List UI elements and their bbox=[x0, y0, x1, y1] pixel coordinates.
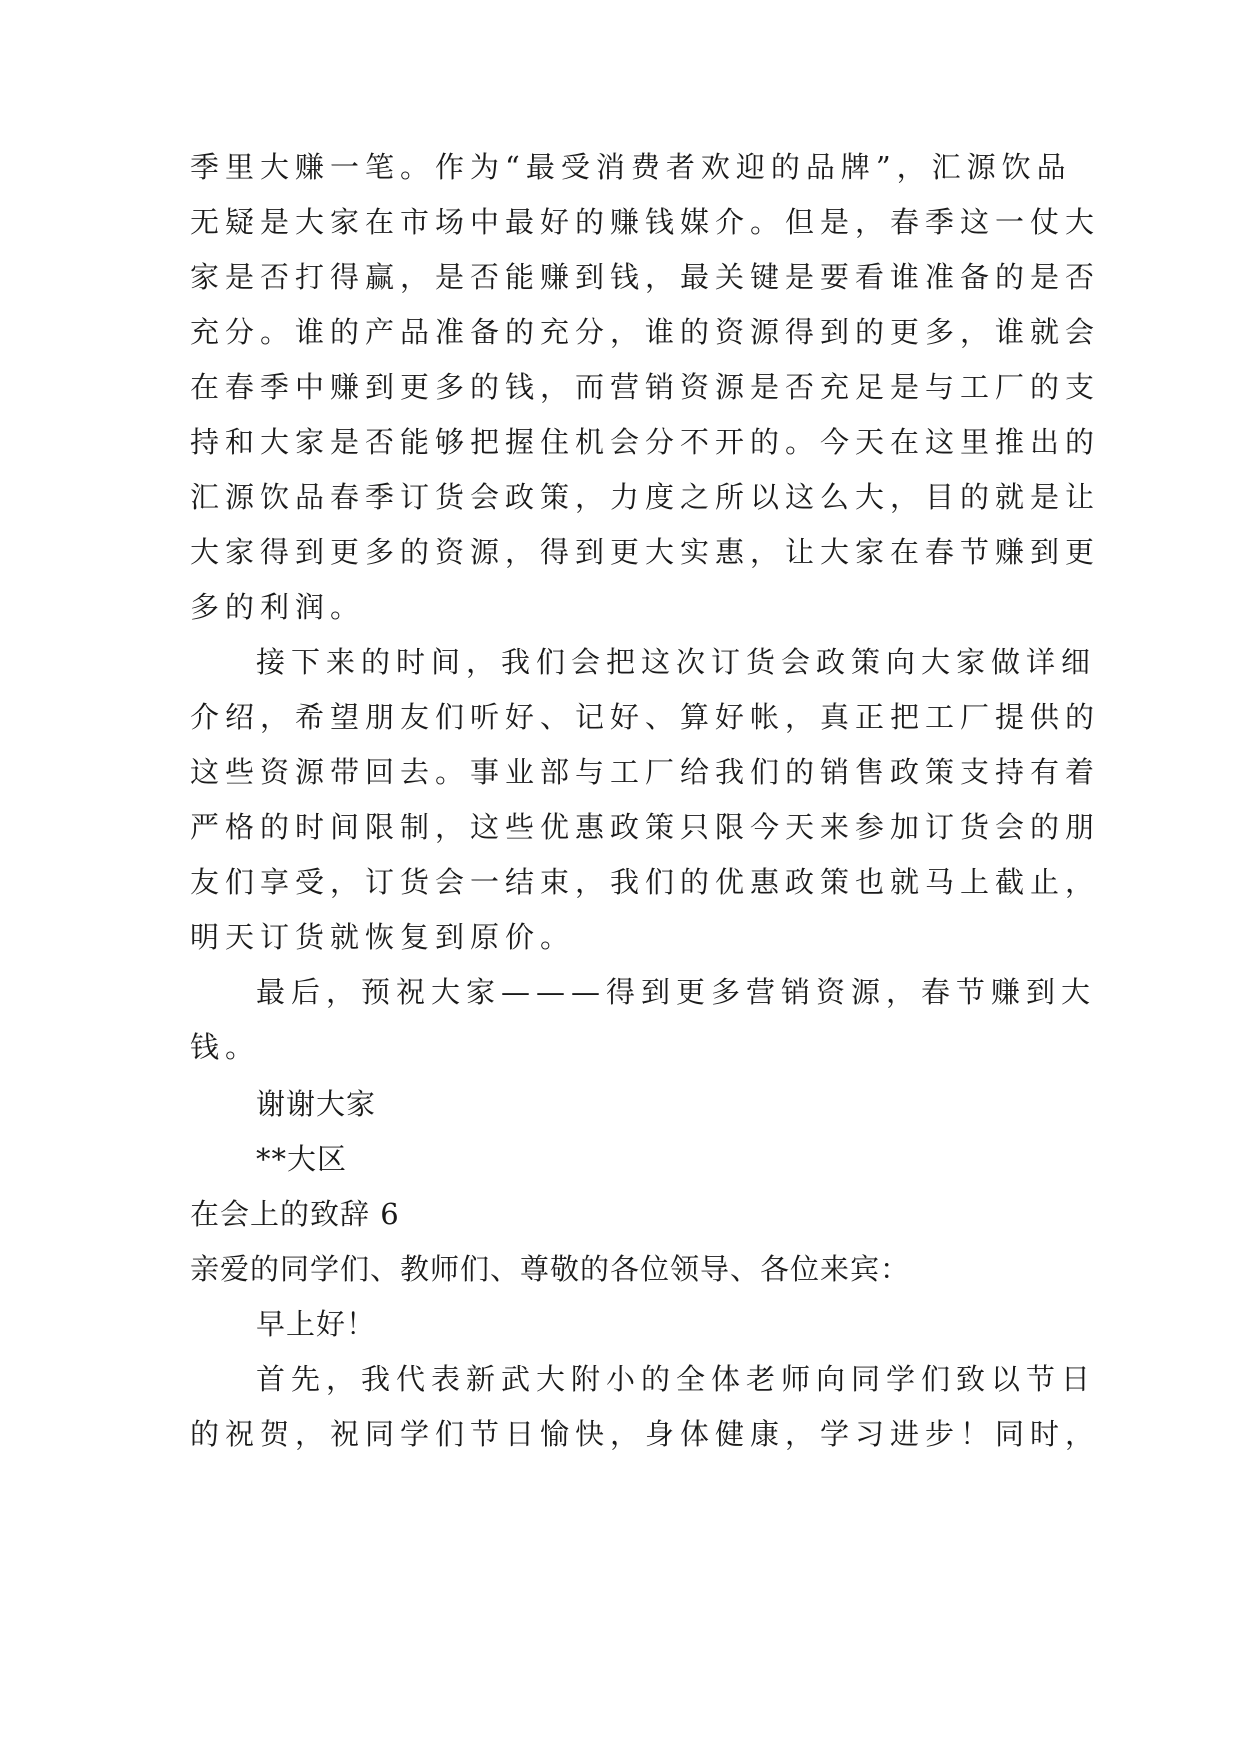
paragraph-line: 首先，我代表新武大附小的全体老师向同学们致以节日 bbox=[256, 1362, 1097, 1396]
greeting: 早上好！ bbox=[256, 1307, 377, 1341]
paragraph-line: 季里大赚一笔。作为“最受消费者欢迎的品牌”，汇源饮品 bbox=[190, 150, 1072, 184]
closing-thanks: 谢谢大家 bbox=[256, 1087, 377, 1121]
paragraph-line: 汇源饮品春季订货会政策，力度之所以这么大，目的就是让 bbox=[190, 480, 1101, 514]
paragraph-line: 明天订货就恢复到原价。 bbox=[190, 920, 576, 954]
paragraph-line: 多的利润。 bbox=[190, 590, 366, 624]
paragraph-line: 持和大家是否能够把握住机会分不开的。今天在这里推出的 bbox=[190, 425, 1101, 459]
paragraph-line: 大家得到更多的资源，得到更大实惠，让大家在春节赚到更 bbox=[190, 535, 1101, 569]
signature-region: **大区 bbox=[256, 1142, 348, 1176]
section-title: 在会上的致辞 6 bbox=[190, 1197, 400, 1231]
paragraph-line: 这些资源带回去。事业部与工厂给我们的销售政策支持有着 bbox=[190, 755, 1101, 789]
paragraph-line: 接下来的时间，我们会把这次订货会政策向大家做详细 bbox=[256, 645, 1097, 679]
salutation: 亲爱的同学们、教师们、尊敬的各位领导、各位来宾： bbox=[190, 1252, 911, 1286]
paragraph-line: 在春季中赚到更多的钱，而营销资源是否充足是与工厂的支 bbox=[190, 370, 1101, 404]
paragraph-line: 介绍，希望朋友们听好、记好、算好帐，真正把工厂提供的 bbox=[190, 700, 1101, 734]
paragraph-line: 钱。 bbox=[190, 1030, 261, 1064]
paragraph-line: 最后，预祝大家———得到更多营销资源，春节赚到大 bbox=[256, 975, 1097, 1009]
paragraph-line: 充分。谁的产品准备的充分，谁的资源得到的更多，谁就会 bbox=[190, 315, 1101, 349]
paragraph-line: 无疑是大家在市场中最好的赚钱媒介。但是，春季这一仗大 bbox=[190, 205, 1101, 239]
paragraph-line: 友们享受，订货会一结束，我们的优惠政策也就马上截止， bbox=[190, 865, 1101, 899]
paragraph-line: 的祝贺，祝同学们节日愉快，身体健康，学习进步！同时， bbox=[190, 1417, 1101, 1451]
paragraph-line: 家是否打得赢，是否能赚到钱，最关键是要看谁准备的是否 bbox=[190, 260, 1101, 294]
paragraph-line: 严格的时间限制，这些优惠政策只限今天来参加订货会的朋 bbox=[190, 810, 1101, 844]
